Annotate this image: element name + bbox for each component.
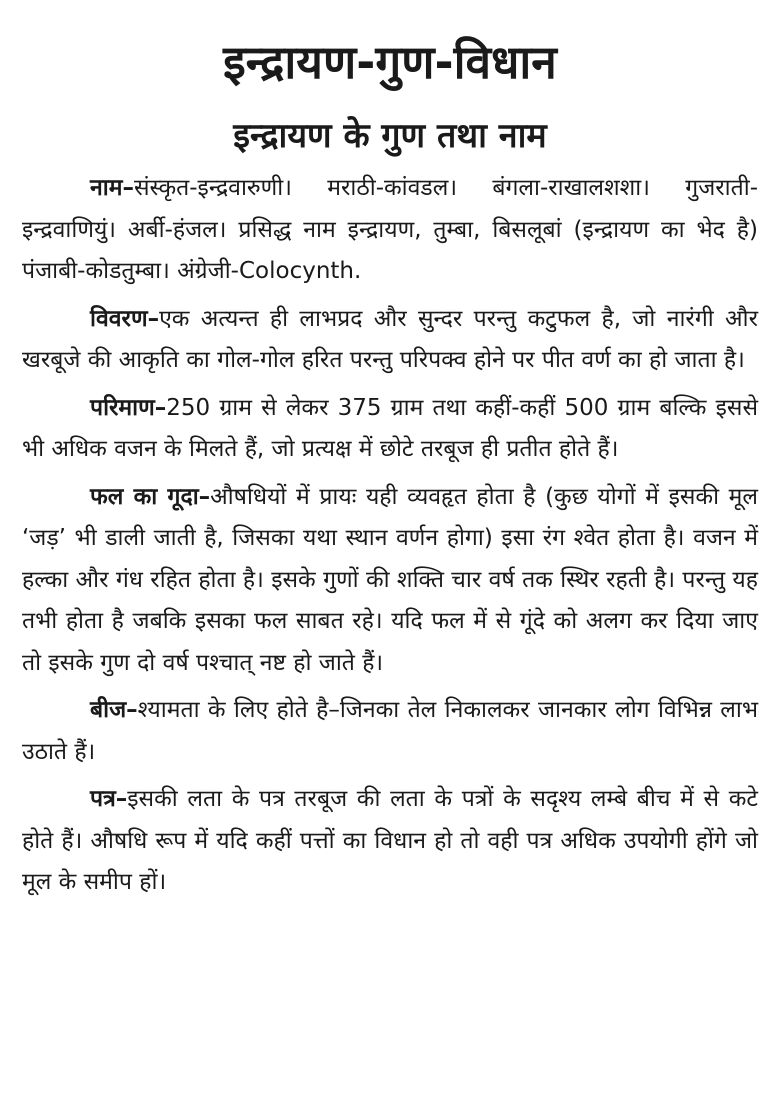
page-title: इन्द्रायण-गुण-विधान (223, 35, 557, 89)
paragraph-name (22, 168, 758, 293)
paragraph-text: संस्कृत-इन्द्रवारुणी। मराठी-कांवडल। बंगला-राखालशशा। गुजराती-इन्द्रवाणियुं। अर्बी-हंजल। प्रसिद्ध नाम इन्द्रायण, तुम्बा, बिसलूबां (इन्द्रायण का भेद है) पंजाबी-कोडतुम्बा। अंग्रेजी-Colocynth. (22, 175, 758, 284)
paragraph-seeds (22, 690, 758, 773)
paragraph-term: परिमाण– (90, 394, 167, 421)
paragraph-text: औषधियों में प्रायः यही व्यवहृत होता है (कुछ योगों में इसकी मूल ‘जड़’ भी डाली जाती है, जिसका यथा स्थान वर्णन होगा) इसा रंग श्वेत होता है। वजन में हल्का और गंध रहित होता है। इसके गुणों की शक्ति चार वर्ष तक स्थिर रहती है। परन्तु यह तभी होता है जबकि इसका फल साबत रहे। यदि फल में से गूंदे को अलग कर दिया जाए तो इसके गुण दो वर्ष पश्चात् नष्ट हो जाते हैं। (22, 483, 758, 676)
paragraph-text: 250 ग्राम से लेकर 375 ग्राम तथा कहीं-कहीं 500 ग्राम बल्कि इससे भी अधिक वजन के मिलते हैं, जो प्रत्यक्ष में छोटे तरबूज ही प्रतीत होते हैं। (22, 394, 758, 462)
paragraph-text: श्यामता के लिए होते है–जिनका तेल निकालकर जानकार लोग विभिन्न लाभ उठाते हैं। (22, 697, 758, 765)
paragraph-term: बीज– (90, 697, 138, 723)
paragraph-term: नाम– (90, 175, 134, 201)
paragraph-pulp (22, 477, 758, 685)
paragraph-quantity (22, 388, 758, 471)
paragraph-text: एक अत्यन्त ही लाभप्रद और सुन्दर परन्तु कटुफल है, जो नारंगी और खरबूजे की आकृति का गोल-गोल हरित परन्तु परिपक्व होने पर पीत वर्ण का हो जाता है। (22, 305, 758, 373)
section-title: इन्द्रायण के गुण तथा नाम (233, 116, 547, 156)
paragraph-description (22, 299, 758, 382)
paragraph-term: विवरण– (90, 305, 160, 332)
paragraph-leaves (22, 779, 758, 904)
paragraph-term: फल का गूदा– (90, 483, 211, 510)
paragraph-term: पत्र– (90, 786, 128, 812)
paragraph-text: इसकी लता के पत्र तरबूज की लता के पत्रों के सदृश्य लम्बे बीच में से कटे होते हैं। औषधि रूप में यदि कहीं पत्तों का विधान हो तो वही पत्र अधिक उपयोगी होंगे जो मूल के समीप हों। (22, 786, 758, 895)
